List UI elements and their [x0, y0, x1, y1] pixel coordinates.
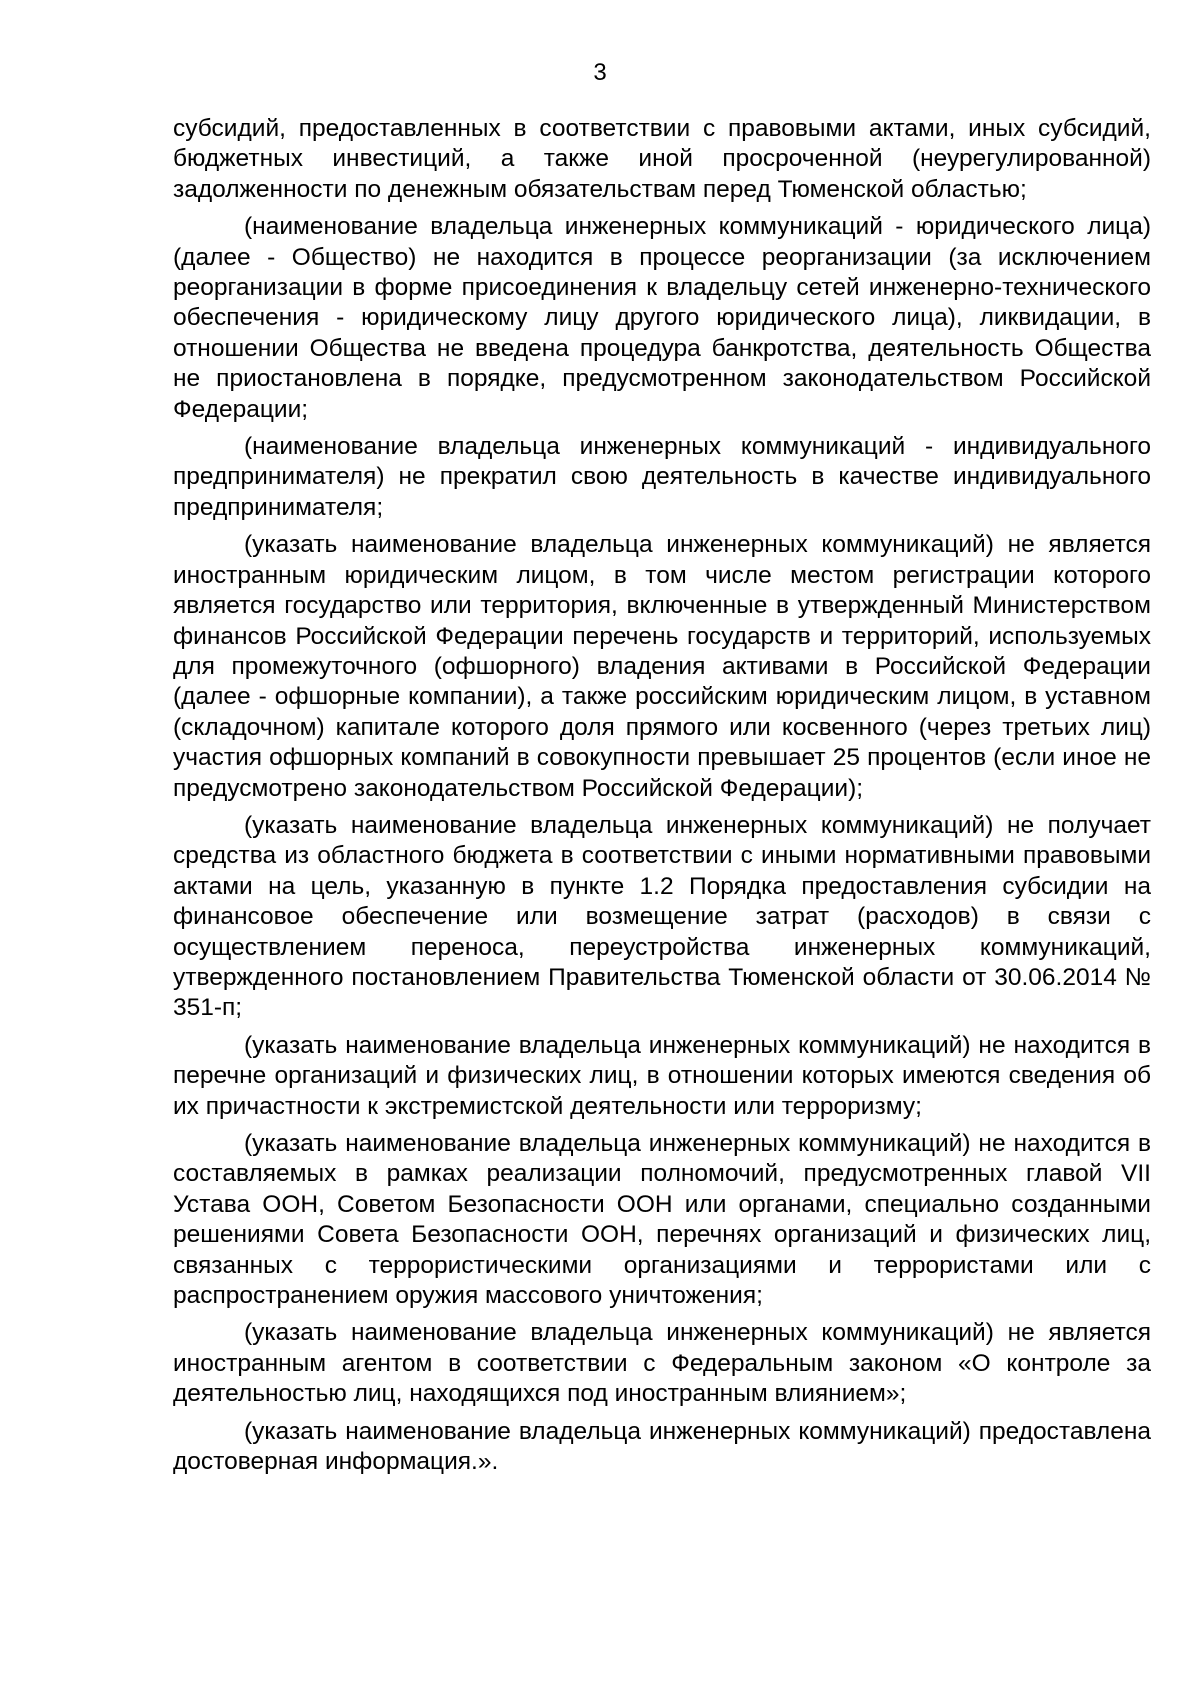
- paragraph: (указать наименование владельца инженерных коммуникаций) не является иностранным юридическим лицом, в том числе местом регистрации которого является государство или территория, включенные в утвержденный Министерством финансов Российской Федерации перечень государств и территорий, используемых для промежуточного (офшорного) владения активами в Российской Федерации (далее - офшорные компании), а также российским юридическим лицом, в уставном (складочном) капитале которого доля прямого или косвенного (через третьих лиц) участия офшорных компаний в совокупности превышает 25 процентов (если иное не предусмотрено законодательством Российской Федерации);: [173, 531, 1151, 802]
- paragraph: (наименование владельца инженерных коммуникаций - индивидуального предпринимателя) не прекратил свою деятельность в качестве индивидуального предпринимателя;: [173, 433, 1151, 521]
- paragraph: (наименование владельца инженерных коммуникаций - юридического лица) (далее - Общество) не находится в процессе реорганизации (за исключением реорганизации в форме присоединения к владельцу сетей инженерно-технического обеспечения - юридическому лицу другого юридического лица), ликвидации, в отношении Общества не введена процедура банкротства, деятельность Общества не приостановлена в порядке, предусмотренном законодательством Российской Федерации;: [173, 213, 1151, 423]
- paragraph: субсидий, предоставленных в соответствии с правовыми актами, иных субсидий, бюджетных инвестиций, а также иной просроченной (неурегулированной) задолженности по денежным обязательствам перед Тюменской областью;: [173, 115, 1151, 203]
- paragraph: (указать наименование владельца инженерных коммуникаций) не находится в перечне организаций и физических лиц, в отношении которых имеются сведения об их причастности к экстремистской деятельности или терроризму;: [173, 1031, 1151, 1120]
- paragraph: (указать наименование владельца инженерных коммуникаций) не находится в составляемых в рамках реализации полномочий, предусмотренных главой VII Устава ООН, Советом Безопасности ООН или органами, специально созданными решениями Совета Безопасности ООН, перечнях организаций и физических лиц, связанных с террористическими организациями и террористами или с распространением оружия массового уничтожения;: [173, 1130, 1151, 1310]
- document-body: [173, 114, 1151, 1484]
- page-number: 3: [593, 59, 607, 86]
- paragraph: (указать наименование владельца инженерных коммуникаций) не является иностранным агентом в соответствии с Федеральным законом «О контроле за деятельностью лиц, находящихся под иностранным влиянием»;: [173, 1319, 1151, 1408]
- paragraph: (указать наименование владельца инженерных коммуникаций) не получает средства из областного бюджета в соответствии с иными нормативными правовыми актами на цель, указанную в пункте 1.2 Порядка предоставления субсидии на финансовое обеспечение или возмещение затрат (расходов) в связи с осуществлением переноса, переустройства инженерных коммуникаций, утвержденного постановлением Правительства Тюменской области от 30.06.2014 № 351-п;: [173, 811, 1151, 1022]
- paragraph: (указать наименование владельца инженерных коммуникаций) предоставлена достоверная информация.».: [173, 1417, 1151, 1476]
